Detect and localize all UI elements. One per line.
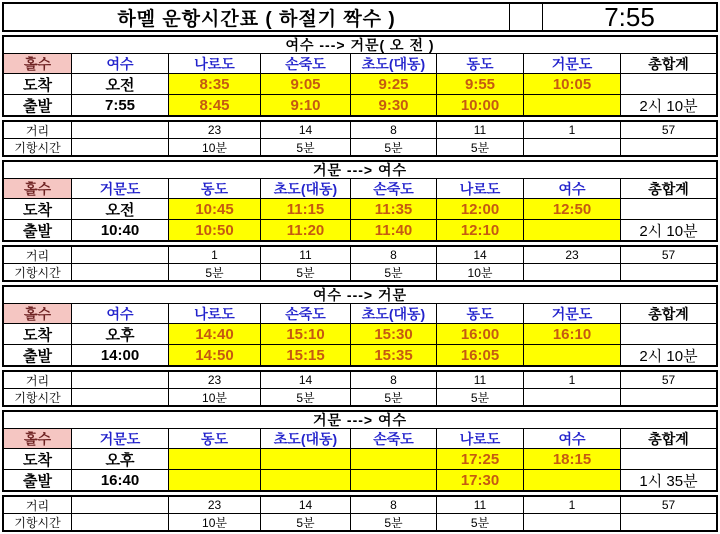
row-label: 거리	[25, 248, 50, 263]
time-cell: 11:40	[350, 219, 436, 240]
period-cell: 오후	[71, 448, 168, 469]
total-cell: 2시 10분	[620, 219, 716, 240]
stop-time-value: 5분	[350, 263, 436, 280]
time-cell	[523, 469, 620, 490]
arrival-row	[4, 198, 716, 219]
distance-value: 1	[168, 247, 260, 263]
odd-even-header: 홀수	[4, 303, 71, 323]
distance-value: 14	[260, 497, 350, 513]
time-cell: 14:50	[168, 344, 260, 365]
time-cell	[260, 448, 350, 469]
direction-header: 거문 ---> 여수	[312, 162, 408, 178]
total-header: 총합계	[620, 53, 716, 73]
period-cell: 오전	[71, 73, 168, 94]
distance-value: 8	[350, 247, 436, 263]
time-cell: 9:10	[260, 94, 350, 115]
distance-total: 57	[620, 122, 716, 138]
row-label: 거리	[25, 373, 50, 388]
departure-row	[4, 219, 716, 240]
total-cell: 1시 35분	[620, 469, 716, 490]
distance-value: 23	[168, 497, 260, 513]
clock-time: 7:55	[542, 4, 716, 30]
distance-value: 1	[523, 497, 620, 513]
station-header: 여수	[523, 178, 620, 198]
time-cell: 10:50	[168, 219, 260, 240]
departure-row	[4, 469, 716, 490]
stop-time-total	[620, 388, 716, 405]
row-label: 기항시간	[4, 263, 71, 280]
distance-value: 23	[523, 247, 620, 263]
arrival-row	[4, 448, 716, 469]
station-header: 동도	[436, 53, 523, 73]
distance-value: 8	[350, 122, 436, 138]
station-header: 동도	[436, 303, 523, 323]
time-cell: 10:00	[436, 94, 523, 115]
timetable-section-3	[2, 285, 718, 367]
empty-cell	[71, 247, 168, 263]
period-cell: 14:00	[71, 344, 168, 365]
time-cell: 9:25	[350, 73, 436, 94]
stop-time-value: 5분	[350, 388, 436, 405]
row-label: 출발	[4, 344, 71, 365]
column-header-row	[4, 303, 716, 323]
time-cell: 9:55	[436, 73, 523, 94]
time-cell: 12:10	[436, 219, 523, 240]
station-header: 나로도	[436, 178, 523, 198]
row-label: 출발	[4, 94, 71, 115]
distance-value: 8	[350, 497, 436, 513]
station-header: 나로도	[168, 53, 260, 73]
distance-value: 11	[436, 497, 523, 513]
distance-value: 1	[523, 372, 620, 388]
time-cell	[168, 469, 260, 490]
distance-value: 1	[523, 122, 620, 138]
stop-time-total	[620, 138, 716, 155]
total-cell	[620, 198, 716, 219]
odd-even-header: 홀수	[4, 178, 71, 198]
station-header: 손죽도	[260, 53, 350, 73]
page-title: 하멜 운항시간표 ( 하절기 짝수 )	[117, 8, 396, 30]
column-header-row	[4, 53, 716, 73]
stop-time-value: 5분	[260, 263, 350, 280]
stop-time-value: 10분	[436, 263, 523, 280]
stop-time-value: 5분	[350, 513, 436, 530]
odd-even-header: 홀수	[4, 428, 71, 448]
distance-total: 57	[620, 497, 716, 513]
row-label: 거리	[25, 498, 50, 513]
row-label: 도착	[4, 198, 71, 219]
stop-time-row	[4, 263, 716, 280]
empty-cell	[71, 513, 168, 530]
total-cell: 2시 10분	[620, 344, 716, 365]
departure-row	[4, 94, 716, 115]
time-cell: 10:45	[168, 198, 260, 219]
stop-time-row	[4, 388, 716, 405]
empty-cell	[71, 497, 168, 513]
station-header: 동도	[168, 178, 260, 198]
title-bar	[2, 2, 718, 32]
distance-value: 23	[168, 372, 260, 388]
direction-header: 여수 ---> 거문( 오 전 )	[285, 37, 435, 53]
stop-time-value	[523, 263, 620, 280]
station-header: 초도(대동)	[260, 428, 350, 448]
station-header: 여수	[71, 53, 168, 73]
period-cell: 10:40	[71, 219, 168, 240]
distance-total: 57	[620, 247, 716, 263]
time-cell: 17:25	[436, 448, 523, 469]
station-header: 거문도	[71, 428, 168, 448]
station-header: 거문도	[71, 178, 168, 198]
distance-box-3	[2, 370, 718, 407]
stop-time-value: 5분	[436, 388, 523, 405]
stop-time-value: 5분	[260, 388, 350, 405]
total-header: 총합계	[620, 303, 716, 323]
time-cell: 9:05	[260, 73, 350, 94]
station-header: 나로도	[436, 428, 523, 448]
station-header: 거문도	[523, 303, 620, 323]
stop-time-value: 10분	[168, 513, 260, 530]
timetable-section-2	[2, 160, 718, 242]
empty-cell	[71, 372, 168, 388]
time-cell	[523, 94, 620, 115]
direction-header: 여수 ---> 거문	[312, 287, 408, 303]
empty-cell	[71, 122, 168, 138]
stop-time-value: 5분	[168, 263, 260, 280]
stop-time-row	[4, 138, 716, 155]
time-cell: 11:35	[350, 198, 436, 219]
time-cell: 11:20	[260, 219, 350, 240]
time-cell: 11:15	[260, 198, 350, 219]
stop-time-value: 5분	[350, 138, 436, 155]
row-label: 기항시간	[4, 138, 71, 155]
distance-value: 14	[436, 247, 523, 263]
station-header: 초도(대동)	[350, 53, 436, 73]
distance-value: 11	[436, 122, 523, 138]
stop-time-total	[620, 263, 716, 280]
time-cell: 15:15	[260, 344, 350, 365]
total-header: 총합계	[620, 178, 716, 198]
distance-value: 14	[260, 372, 350, 388]
timetable-section-1	[2, 35, 718, 117]
row-label: 기항시간	[4, 388, 71, 405]
empty-cell	[71, 388, 168, 405]
row-label: 출발	[4, 469, 71, 490]
station-header: 나로도	[168, 303, 260, 323]
arrival-row	[4, 73, 716, 94]
stop-time-value	[523, 138, 620, 155]
departure-row	[4, 344, 716, 365]
period-cell: 오후	[71, 323, 168, 344]
row-label: 출발	[4, 219, 71, 240]
stop-time-value: 5분	[436, 513, 523, 530]
total-cell	[620, 323, 716, 344]
time-cell	[523, 344, 620, 365]
stop-time-value: 5분	[260, 513, 350, 530]
distance-value: 8	[350, 372, 436, 388]
period-cell: 7:55	[71, 94, 168, 115]
column-header-row	[4, 178, 716, 198]
distance-value: 23	[168, 122, 260, 138]
time-cell: 15:10	[260, 323, 350, 344]
time-cell: 10:05	[523, 73, 620, 94]
distance-row	[4, 122, 716, 138]
column-header-row	[4, 428, 716, 448]
time-cell: 12:50	[523, 198, 620, 219]
stop-time-value: 5분	[436, 138, 523, 155]
timetable-section-4	[2, 410, 718, 492]
station-header: 거문도	[523, 53, 620, 73]
row-label: 도착	[4, 448, 71, 469]
station-header: 초도(대동)	[350, 303, 436, 323]
station-header: 손죽도	[260, 303, 350, 323]
distance-value: 11	[260, 247, 350, 263]
time-cell: 15:35	[350, 344, 436, 365]
row-label: 거리	[25, 123, 50, 138]
time-cell: 8:45	[168, 94, 260, 115]
total-cell: 2시 10분	[620, 94, 716, 115]
period-cell: 오전	[71, 198, 168, 219]
stop-time-row	[4, 513, 716, 530]
empty-cell	[71, 138, 168, 155]
time-cell	[260, 469, 350, 490]
total-header: 총합계	[620, 428, 716, 448]
stop-time-value: 10분	[168, 138, 260, 155]
row-label: 기항시간	[4, 513, 71, 530]
stop-time-value: 10분	[168, 388, 260, 405]
time-cell: 16:00	[436, 323, 523, 344]
distance-row	[4, 372, 716, 388]
time-cell: 16:10	[523, 323, 620, 344]
station-header: 손죽도	[350, 428, 436, 448]
row-label: 도착	[4, 323, 71, 344]
direction-header: 거문 ---> 여수	[312, 412, 408, 428]
distance-value: 14	[260, 122, 350, 138]
time-cell	[350, 469, 436, 490]
odd-even-header: 홀수	[4, 53, 71, 73]
station-header: 초도(대동)	[260, 178, 350, 198]
stop-time-value: 5분	[260, 138, 350, 155]
total-cell	[620, 73, 716, 94]
distance-box-1	[2, 120, 718, 157]
time-cell: 9:30	[350, 94, 436, 115]
row-label: 도착	[4, 73, 71, 94]
time-cell: 12:00	[436, 198, 523, 219]
time-cell	[523, 219, 620, 240]
distance-box-4	[2, 495, 718, 532]
stop-time-value	[523, 388, 620, 405]
distance-total: 57	[620, 372, 716, 388]
time-cell: 14:40	[168, 323, 260, 344]
time-cell	[168, 448, 260, 469]
empty-cell	[71, 263, 168, 280]
distance-value: 11	[436, 372, 523, 388]
time-cell: 15:30	[350, 323, 436, 344]
arrival-row	[4, 323, 716, 344]
station-header: 여수	[523, 428, 620, 448]
stop-time-value	[523, 513, 620, 530]
time-cell: 18:15	[523, 448, 620, 469]
distance-box-2	[2, 245, 718, 282]
distance-row	[4, 497, 716, 513]
station-header: 동도	[168, 428, 260, 448]
period-cell: 16:40	[71, 469, 168, 490]
time-cell: 8:35	[168, 73, 260, 94]
station-header: 여수	[71, 303, 168, 323]
time-cell	[350, 448, 436, 469]
stop-time-total	[620, 513, 716, 530]
distance-row	[4, 247, 716, 263]
total-cell	[620, 448, 716, 469]
station-header: 손죽도	[350, 178, 436, 198]
title-spacer-cell	[509, 4, 542, 30]
time-cell: 17:30	[436, 469, 523, 490]
time-cell: 16:05	[436, 344, 523, 365]
